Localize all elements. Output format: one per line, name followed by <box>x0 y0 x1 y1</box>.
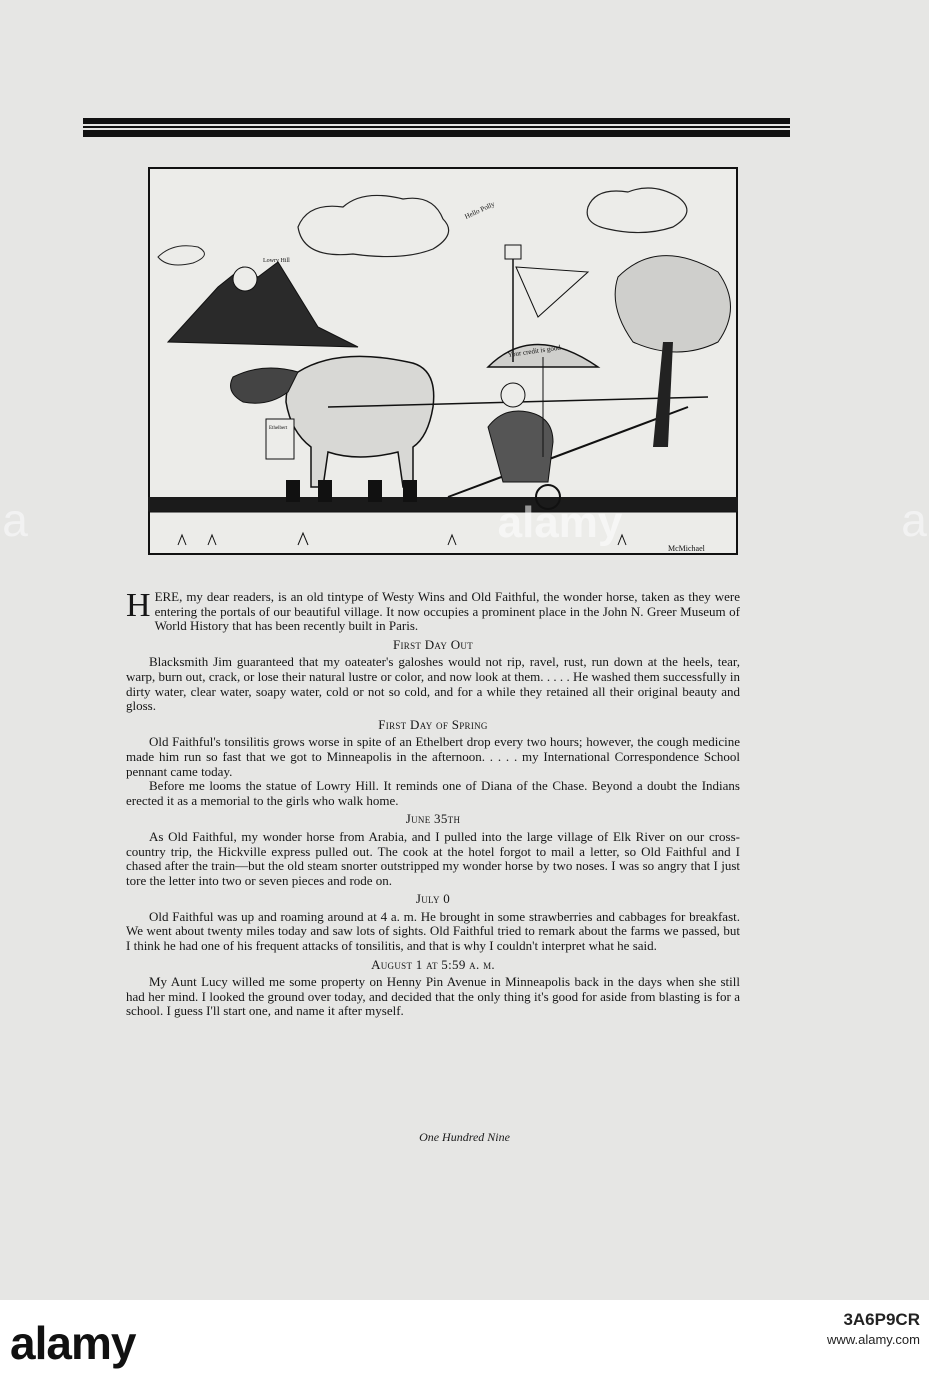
entry-paragraph: Blacksmith Jim guaranteed that my oateater's galoshes would not rip, ravel, rust, run down at the heels, tear, warp, burn out, crack, or lose their natural lustre or color, and now look at them. . . . . He washed them successfully in dirty water, clear water, soapy water, cold or not so cold, and for a while they retained all their original beauty and gloss. <box>126 654 740 714</box>
cartoon-label: Your credit is good <box>507 343 562 359</box>
decorative-rule <box>83 118 790 124</box>
artist-signature: McMichael <box>668 544 705 553</box>
article-body <box>126 587 740 1019</box>
credit-info <box>560 1310 920 1350</box>
intro-paragraph <box>126 587 740 634</box>
entry-paragraph: As Old Faithful, my wonder horse from Arabia, and I pulled into the large village of Elk River on our cross-country trip, the Hickville express pulled out. The cook at the hotel forgot to mail a letter, so Old Faithful and I chased after the train—but the old steam snorter outstripped my wonder horse by two noses. I was so angry that I just tore the letter into two or seven pieces and rode on. <box>126 828 740 888</box>
watermark-center: alamy <box>497 498 623 547</box>
entry-heading: First Day of Spring <box>378 716 488 732</box>
brand-logo: alamy <box>10 1317 136 1369</box>
entry-paragraph: Old Faithful's tonsilitis grows worse in spite of an Ethelbert drop every two hours; however, the cough medicine made him run so fast that we got to Minneapolis in the afternoon. . . . . my International Correspondence School pennant came today. <box>126 734 740 779</box>
entry-heading: July 0 <box>415 891 451 907</box>
intro-text: ERE, my dear readers, is an old tintype of Westy Wins and Old Faithful, the wonder horse, taken as they were entering the portals of our beautiful village. It now occupies a prominent place in the John N. Greer Museum of World History that has been recently built in Paris. <box>154 589 740 634</box>
watermark-right: a <box>901 494 927 546</box>
cartoon-label: Lowry Hill <box>263 258 290 264</box>
page-folio: One Hundred Nine <box>419 1130 510 1144</box>
cartoon-drawing <box>148 167 738 555</box>
cartoon-label: Hello Polly <box>463 199 496 221</box>
watermark-left: a <box>2 494 28 546</box>
site-url: www.alamy.com <box>827 1332 920 1347</box>
image-id: 3A6P9CR <box>843 1310 920 1329</box>
entry-heading: First Day Out <box>392 636 474 652</box>
entry-paragraph: Old Faithful was up and roaming around at 4 a. m. He brought in some strawberries and cabbages for breakfast. We went about twenty miles today and saw lots of sights. Old Faithful tried to remark about the farms we passed, but I think he had one of his frequent attacks of tonsilitis, and that is why I couldn't interpret what he said. <box>126 908 740 954</box>
entry-paragraph: My Aunt Lucy willed me some property on Henny Pin Avenue in Minneapolis back in the days when she still had her mind. I looked the ground over today, and decided that the only thing it's good for aside from blasting is for a school. I guess I'll start one, and name it after myself. <box>126 974 740 1019</box>
entry-heading: August 1 at 5:59 a. m. <box>371 956 495 972</box>
cartoon-illustration <box>148 167 738 555</box>
entry-paragraph: Before me looms the statue of Lowry Hill. It reminds one of Diana of the Chase. Beyond a doubt the Indians erected it as a memorial to the girls who walk home. <box>126 778 740 808</box>
entry-heading: June 35th <box>405 811 461 827</box>
sign-text: Ethelbert <box>269 426 288 431</box>
drop-cap: H <box>126 587 151 624</box>
decorative-rule <box>83 130 790 137</box>
decorative-rule <box>83 126 790 128</box>
